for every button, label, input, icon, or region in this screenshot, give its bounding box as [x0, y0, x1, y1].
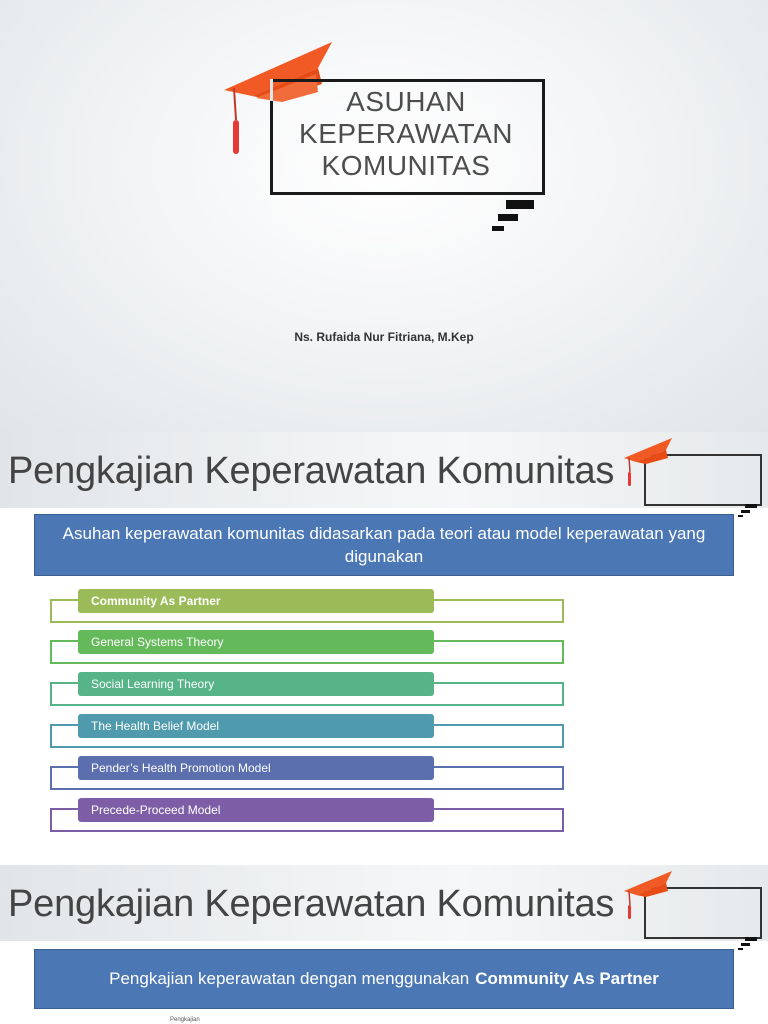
- title-line-3: KOMUNITAS: [321, 150, 491, 181]
- intro-box: [34, 949, 734, 1009]
- community-partner-slide: [0, 865, 768, 1024]
- graduation-cap-icon: [622, 869, 674, 919]
- main-title: [276, 86, 536, 182]
- dash-decoration-icon: [492, 198, 536, 234]
- title-slide: [0, 0, 768, 432]
- item-label: The Health Belief Model: [78, 714, 434, 738]
- intro-emphasis: Community As Partner: [475, 969, 659, 988]
- list-item: [50, 756, 564, 782]
- slide-title: Pengkajian Keperawatan Komunitas: [8, 450, 615, 492]
- dash-decoration-icon: [738, 504, 758, 520]
- item-label: Precede-Proceed Model: [78, 798, 434, 822]
- list-item: [50, 714, 564, 740]
- models-slide: [0, 432, 768, 862]
- item-label: Social Learning Theory: [78, 672, 434, 696]
- intro-text: Pengkajian keperawatan dengan menggunakan: [109, 969, 470, 988]
- list-item: [50, 589, 564, 615]
- title-line-1: ASUHAN: [346, 86, 466, 117]
- intro-box: Asuhan keperawatan komunitas didasarkan pada teori atau model keperawatan yang digunakan: [34, 514, 734, 576]
- diagram-label: Pengkajian: [170, 1017, 200, 1023]
- author-name: Ns. Rufaida Nur Fitriana, M.Kep: [294, 330, 474, 344]
- graduation-cap-icon: [622, 436, 674, 486]
- list-item: [50, 798, 564, 824]
- list-item: [50, 630, 564, 656]
- item-label: Pender’s Health Promotion Model: [78, 756, 434, 780]
- item-label: Community As Partner: [78, 589, 434, 613]
- dash-decoration-icon: [738, 937, 758, 953]
- list-item: [50, 672, 564, 698]
- slide-title: Pengkajian Keperawatan Komunitas: [8, 883, 615, 925]
- item-label: General Systems Theory: [78, 630, 434, 654]
- title-line-2: KEPERAWATAN: [299, 118, 513, 149]
